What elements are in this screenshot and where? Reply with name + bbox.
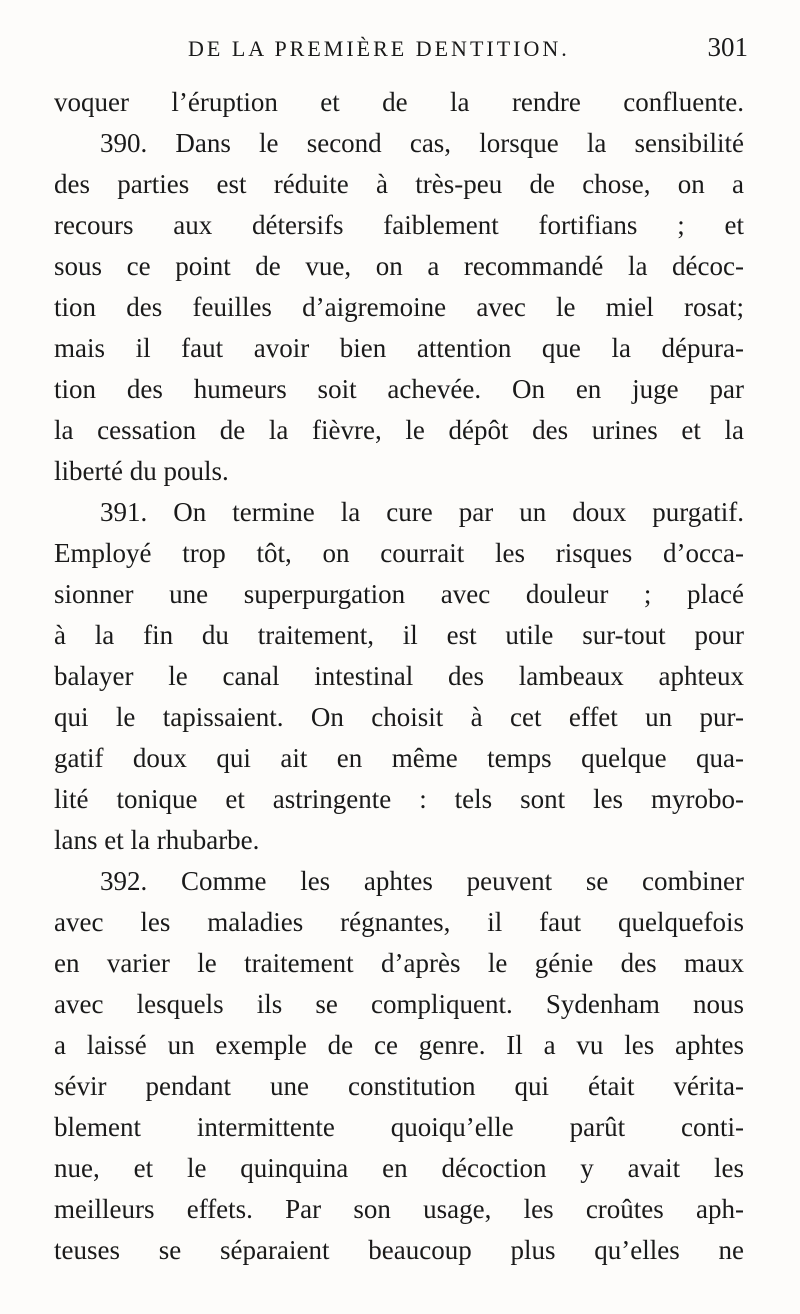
text-line: a laissé un exemple de ce genre. Il a vu les aphtes <box>54 1030 744 1060</box>
text-line: tion des feuilles d’aigremoine avec le miel rosat; <box>54 292 744 322</box>
text-line: lité tonique et astringente : tels sont les myrobo- <box>54 784 744 814</box>
text-line: avec les maladies régnantes, il faut quelquefois <box>54 907 744 937</box>
text-line: qui le tapissaient. On choisit à cet effet un pur- <box>54 702 744 732</box>
text-line: nue, et le quinquina en décoction y avait les <box>54 1153 744 1183</box>
text-line: mais il faut avoir bien attention que la dépura- <box>54 333 744 363</box>
text-line: blement intermittente quoiqu’elle parût conti- <box>54 1112 744 1142</box>
text-line: à la fin du traitement, il est utile sur-tout pour <box>54 620 744 650</box>
text-line: sous ce point de vue, on a recommandé la décoc- <box>54 251 744 281</box>
text-line: voquer l’éruption et de la rendre confluente. <box>54 87 744 117</box>
paragraph-390-start: 390. Dans le second cas, lorsque la sensibilité <box>100 128 744 158</box>
paragraph-391-start: 391. On termine la cure par un doux purgatif. <box>100 497 744 527</box>
text-line: tion des humeurs soit achevée. On en juge par <box>54 374 744 404</box>
text-line: sévir pendant une constitution qui était vérita- <box>54 1071 744 1101</box>
text-line: gatif doux qui ait en même temps quelque qua- <box>54 743 744 773</box>
paragraph-392-start: 392. Comme les aphtes peuvent se combiner <box>100 866 744 896</box>
page-number: 301 <box>707 32 748 62</box>
text-line: Employé trop tôt, on courrait les risques d’occa- <box>54 538 744 568</box>
text-line: teuses se séparaient beaucoup plus qu’elles ne <box>54 1235 744 1265</box>
text-line: la cessation de la fièvre, le dépôt des urines et la <box>54 415 744 445</box>
running-title: DE LA PREMIÈRE DENTITION. <box>188 36 570 61</box>
text-line: balayer le canal intestinal des lambeaux aphteux <box>54 661 744 691</box>
text-line: meilleurs effets. Par son usage, les croûtes aph- <box>54 1194 744 1224</box>
text-line: avec lesquels ils se compliquent. Sydenham nous <box>54 989 744 1019</box>
text-line: liberté du pouls. <box>54 456 229 486</box>
text-line: recours aux détersifs faiblement fortifians ; et <box>54 210 744 240</box>
text-line: des parties est réduite à très-peu de chose, on a <box>54 169 744 199</box>
text-line: lans et la rhubarbe. <box>54 825 260 855</box>
text-line: sionner une superpurgation avec douleur ; placé <box>54 579 744 609</box>
text-line: en varier le traitement d’après le génie des maux <box>54 948 744 978</box>
